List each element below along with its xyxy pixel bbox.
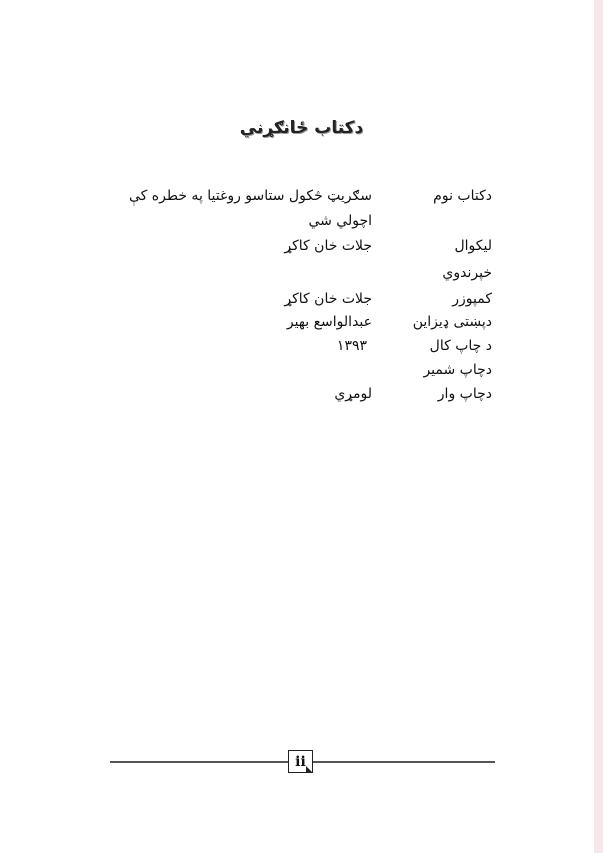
footer-rule-left	[110, 761, 289, 763]
label-book-name: دکتاب نوم	[433, 188, 492, 204]
value-book-name: سګریټ څکول ستاسو روغتیا په خطره کې	[129, 188, 372, 204]
label-cover-design: دپښتی ډیزاین	[412, 314, 492, 330]
page-number-box	[288, 750, 313, 773]
value-composer: جلات خان کاکړ	[284, 291, 372, 307]
value-book-name-cont: اچولي شي	[308, 213, 372, 229]
label-author: لیکوال	[454, 238, 492, 254]
page-fold-icon	[306, 766, 313, 773]
label-composer: کمپوزر	[452, 291, 492, 307]
value-author: جلات خان کاکړ	[284, 238, 372, 254]
value-print-year: ۱۳۹۳	[336, 338, 367, 354]
page-title: دکتاب ځانګړني	[239, 118, 364, 138]
label-edition: دچاپ وار	[437, 386, 492, 402]
label-print-year: د چاپ کال	[429, 338, 492, 354]
page-number: ii	[295, 754, 306, 770]
value-edition: لومړي	[334, 386, 372, 402]
label-print-count: دچاپ شمیر	[423, 362, 492, 378]
label-publisher: خپرندوي	[442, 265, 492, 281]
value-cover-design: عبدالواسع بهیر	[286, 314, 372, 330]
footer-rule-right	[312, 761, 495, 763]
